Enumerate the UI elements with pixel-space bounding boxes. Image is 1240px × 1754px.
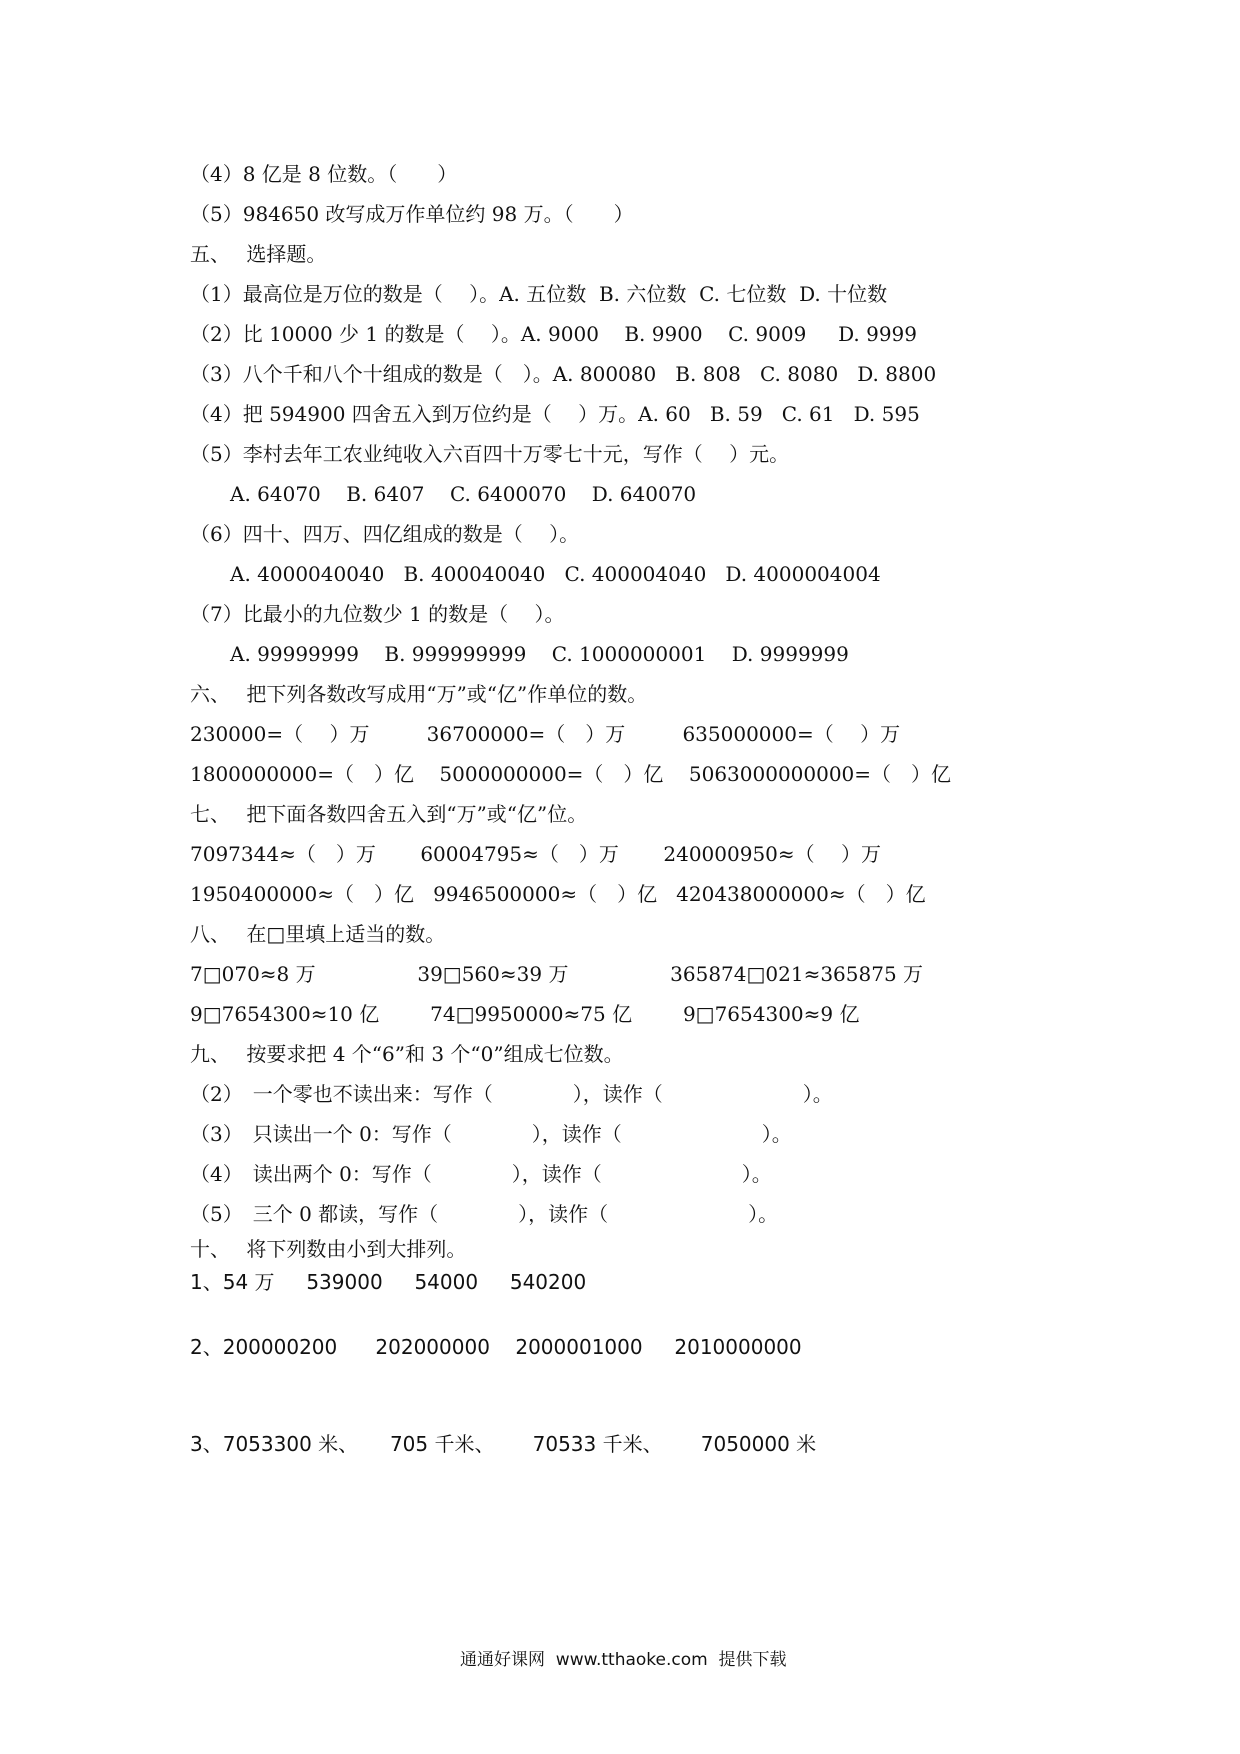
item-10-3: 3、7053300 米、 705 千米、 70533 千米、 7050000 米	[190, 1432, 817, 1456]
item-5-7-options: A. 99999999 B. 999999999 C. 1000000001 D. 9999999	[230, 642, 849, 666]
item-5-4: （4）把 594900 四舍五入到万位约是（ ）万。A. 60 B. 59 C. 61 D. 595	[190, 402, 920, 426]
item-4-4: （4）8 亿是 8 位数。（ ）	[190, 162, 458, 186]
item-5-6: （6）四十、四万、四亿组成的数是（ ）。	[190, 522, 580, 546]
item-5-2: （2）比 10000 少 1 的数是（ ）。A. 9000 B. 9900 C. 9009 D. 9999	[190, 322, 918, 346]
item-5-1: （1）最高位是万位的数是（ ）。A. 五位数 B. 六位数 C. 七位数 D. 十位数	[190, 282, 888, 306]
section-heading-9: 九、 按要求把 4 个“6”和 3 个“0”组成七位数。	[190, 1042, 624, 1066]
item-5-3: （3）八个千和八个十组成的数是（ ）。A. 800080 B. 808 C. 8080 D. 8800	[190, 362, 937, 386]
item-9-4: （4） 读出两个 0：写作（ ），读作（ ）。	[190, 1162, 772, 1186]
item-9-3: （3） 只读出一个 0：写作（ ），读作（ ）。	[190, 1122, 792, 1146]
item-9-5: （5） 三个 0 都读，写作（ ），读作（ ）。	[190, 1202, 779, 1226]
item-7-row-2: 1950400000≈（ ）亿 9946500000≈（ ）亿 420438000000≈（ ）亿	[190, 882, 926, 906]
footer-source: 通通好课网 www.tthaoke.com 提供下载	[460, 1650, 787, 1670]
section-heading-5: 五、 选择题。	[190, 242, 327, 266]
item-10-1: 1、54 万 539000 54000 540200	[190, 1270, 587, 1294]
item-6-row-2: 1800000000=（ ）亿 5000000000=（ ）亿 5063000000000=（ ）亿	[190, 762, 952, 786]
item-5-7: （7）比最小的九位数少 1 的数是（ ）。	[190, 602, 565, 626]
item-7-row-1: 7097344≈（ ）万 60004795≈（ ）万 240000950≈（ ）万	[190, 842, 882, 866]
item-5-5: （5）李村去年工农业纯收入六百四十万零七十元，写作（ ）元。	[190, 442, 790, 466]
section-heading-10: 十、 将下列数由小到大排列。	[190, 1237, 467, 1261]
section-heading-8: 八、 在□里填上适当的数。	[190, 922, 446, 946]
item-5-6-options: A. 4000040040 B. 400040040 C. 400004040 D. 4000004004	[230, 562, 881, 586]
item-10-2: 2、200000200 202000000 2000001000 2010000000	[190, 1335, 802, 1359]
item-8-row-1: 7□070≈8 万 39□560≈39 万 365874□021≈365875 万	[190, 962, 924, 986]
item-8-row-2: 9□7654300≈10 亿 74□9950000≈75 亿 9□7654300≈9 亿	[190, 1002, 860, 1026]
item-6-row-1: 230000=（ ）万 36700000=（ ）万 635000000=（ ）万	[190, 722, 901, 746]
section-heading-7: 七、 把下面各数四舍五入到“万”或“亿”位。	[190, 802, 588, 826]
item-4-5: （5）984650 改写成万作单位约 98 万。（ ）	[190, 202, 634, 226]
item-9-2: （2） 一个零也不读出来：写作（ ），读作（ ）。	[190, 1082, 833, 1106]
item-5-5-options: A. 64070 B. 6407 C. 6400070 D. 640070	[230, 482, 697, 506]
section-heading-6: 六、 把下列各数改写成用“万”或“亿”作单位的数。	[190, 682, 648, 706]
